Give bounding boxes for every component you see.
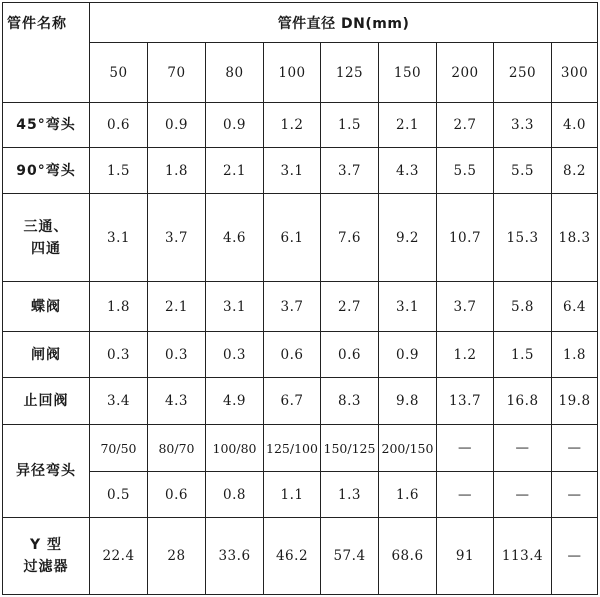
table-cell: 1.8: [148, 148, 206, 194]
table-cell: 4.3: [148, 378, 206, 425]
table-cell: 0.5: [90, 472, 148, 518]
table-cell: 1.6: [379, 472, 437, 518]
table-row: [3, 148, 598, 194]
fitting-name: 止回阀: [3, 378, 90, 425]
table-cell: 3.3: [494, 103, 552, 148]
table-cell: 3.4: [90, 378, 148, 425]
table-cell: 4.3: [379, 148, 437, 194]
table-cell: 2.1: [148, 282, 206, 332]
table-cell: 8.3: [321, 378, 379, 425]
table-cell: 1.1: [264, 472, 321, 518]
table-row: [3, 282, 598, 332]
table-cell: 3.1: [206, 282, 264, 332]
table-cell: 4.6: [206, 194, 264, 282]
table-cell: 1.8: [552, 332, 598, 378]
table-cell: 100/80: [206, 425, 264, 472]
fitting-name-line: 过滤器: [23, 559, 69, 575]
table-cell: 6.1: [264, 194, 321, 282]
table-cell: 70/50: [90, 425, 148, 472]
table-row: [3, 472, 598, 518]
table-cell: —: [552, 425, 598, 472]
table-cell: —: [552, 518, 598, 595]
table-cell: 5.8: [494, 282, 552, 332]
diameter-header: 80: [206, 43, 264, 103]
fitting-name: 闸阀: [3, 332, 90, 378]
table-cell: 22.4: [90, 518, 148, 595]
table-cell: 57.4: [321, 518, 379, 595]
diameter-header: 250: [494, 43, 552, 103]
table-cell: 18.3: [552, 194, 598, 282]
pipe-fitting-table: [2, 2, 598, 595]
table-cell: 3.7: [148, 194, 206, 282]
table-row: [3, 378, 598, 425]
table-cell: 33.6: [206, 518, 264, 595]
table-cell: 3.1: [90, 194, 148, 282]
table-cell: 6.4: [552, 282, 598, 332]
table-cell: 1.5: [90, 148, 148, 194]
fitting-name-line: Y 型: [29, 537, 62, 553]
diameter-row: [3, 43, 598, 103]
fitting-name-header: 管件名称: [3, 3, 90, 103]
diameter-group-header: 管件直径 DN(mm): [90, 3, 598, 43]
diameter-header: 100: [264, 43, 321, 103]
table-cell: 15.3: [494, 194, 552, 282]
table-cell: 1.5: [494, 332, 552, 378]
table-cell: 0.6: [321, 332, 379, 378]
table-row: [3, 332, 598, 378]
table-cell: 0.9: [379, 332, 437, 378]
table-cell: 0.6: [148, 472, 206, 518]
table-cell: 5.5: [494, 148, 552, 194]
table-cell: 91: [437, 518, 494, 595]
table-cell: 1.2: [264, 103, 321, 148]
fitting-name: 蝶阀: [3, 282, 90, 332]
table-cell: 0.9: [206, 103, 264, 148]
table-row: [3, 103, 598, 148]
fitting-name: 45°弯头: [3, 103, 90, 148]
diameter-header: 70: [148, 43, 206, 103]
table-cell: 3.1: [379, 282, 437, 332]
table-cell: 1.5: [321, 103, 379, 148]
diameter-header: 125: [321, 43, 379, 103]
table-cell: 1.8: [90, 282, 148, 332]
table-cell: 3.7: [264, 282, 321, 332]
table-cell: 0.6: [264, 332, 321, 378]
diameter-header: 50: [90, 43, 148, 103]
table-cell: 3.7: [437, 282, 494, 332]
table-cell: 68.6: [379, 518, 437, 595]
fitting-name: [3, 194, 90, 282]
fitting-name: [3, 518, 90, 595]
table-cell: 1.2: [437, 332, 494, 378]
table-cell: 7.6: [321, 194, 379, 282]
table-cell: —: [437, 425, 494, 472]
table-cell: 200/150: [379, 425, 437, 472]
table-cell: 19.8: [552, 378, 598, 425]
table-cell: 125/100: [264, 425, 321, 472]
header-row: [3, 3, 598, 43]
table-row: [3, 425, 598, 472]
table-cell: 0.8: [206, 472, 264, 518]
table-cell: 16.8: [494, 378, 552, 425]
fitting-name-line: 三通、: [23, 218, 69, 235]
table-cell: 28: [148, 518, 206, 595]
fitting-name: 90°弯头: [3, 148, 90, 194]
table-cell: 3.1: [264, 148, 321, 194]
fitting-name-line: 四通: [31, 240, 61, 257]
fitting-name: 异径弯头: [3, 425, 90, 518]
table-cell: 3.7: [321, 148, 379, 194]
table-cell: 0.3: [206, 332, 264, 378]
table-cell: 6.7: [264, 378, 321, 425]
table-cell: 46.2: [264, 518, 321, 595]
table-cell: 10.7: [437, 194, 494, 282]
table-row: [3, 518, 598, 595]
diameter-header: 200: [437, 43, 494, 103]
table-cell: —: [437, 472, 494, 518]
table-cell: 9.8: [379, 378, 437, 425]
table-cell: 4.0: [552, 103, 598, 148]
table-cell: 2.1: [379, 103, 437, 148]
diameter-header: 300: [552, 43, 598, 103]
table-cell: 0.6: [90, 103, 148, 148]
table-cell: 9.2: [379, 194, 437, 282]
table-cell: 0.3: [148, 332, 206, 378]
table-cell: 13.7: [437, 378, 494, 425]
table-cell: 2.7: [437, 103, 494, 148]
table-cell: 5.5: [437, 148, 494, 194]
table-cell: 113.4: [494, 518, 552, 595]
table-cell: 1.3: [321, 472, 379, 518]
table-cell: 2.7: [321, 282, 379, 332]
table-cell: 0.3: [90, 332, 148, 378]
table-cell: 2.1: [206, 148, 264, 194]
table-cell: —: [494, 472, 552, 518]
table-cell: —: [552, 472, 598, 518]
table-cell: 8.2: [552, 148, 598, 194]
table-cell: —: [494, 425, 552, 472]
table-cell: 80/70: [148, 425, 206, 472]
table-row: [3, 194, 598, 282]
table-cell: 0.9: [148, 103, 206, 148]
table-cell: 4.9: [206, 378, 264, 425]
diameter-header: 150: [379, 43, 437, 103]
table-cell: 150/125: [321, 425, 379, 472]
